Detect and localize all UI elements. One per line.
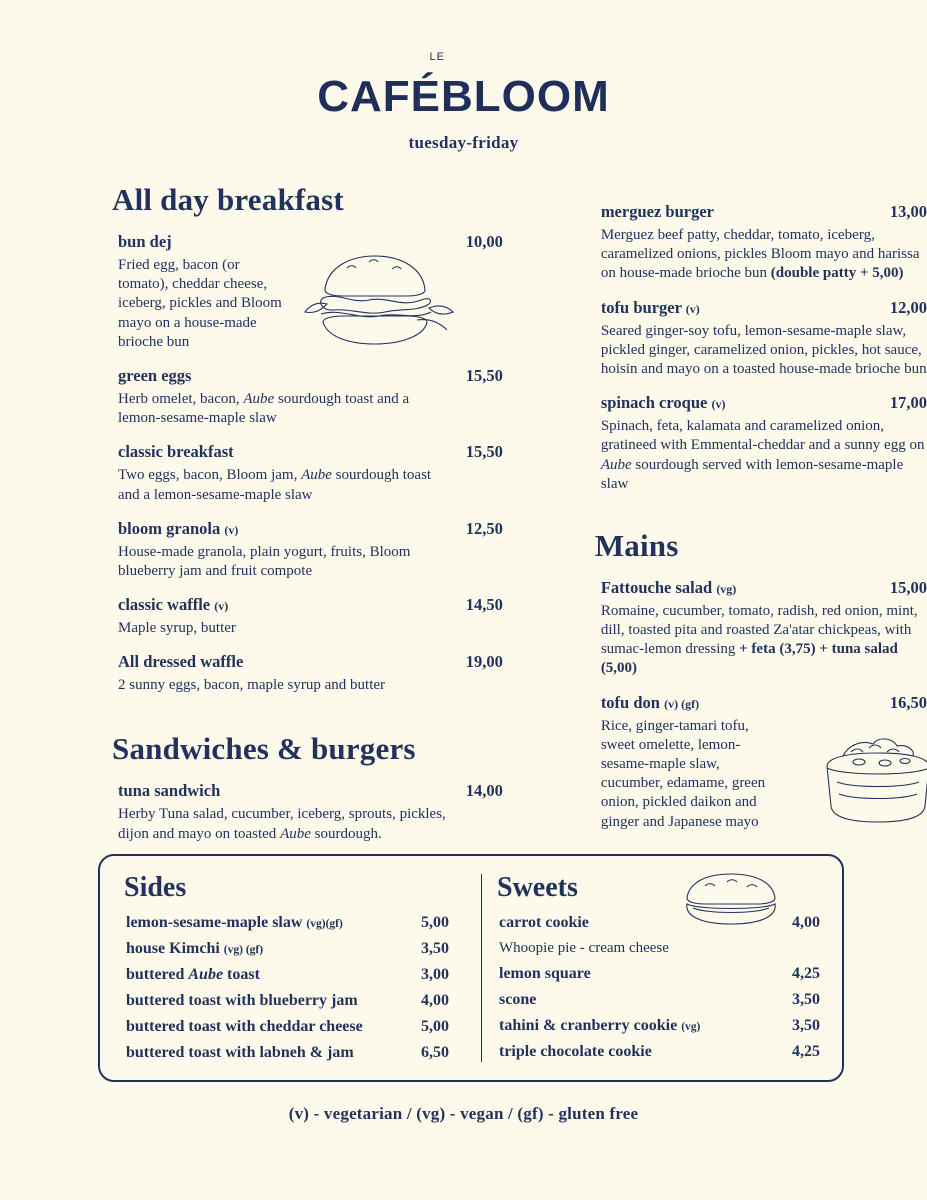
item-price: 14,00 bbox=[465, 781, 503, 801]
menu-columns bbox=[0, 182, 927, 854]
menu-item bbox=[595, 689, 927, 840]
item-name: buttered toast with labneh & jam bbox=[126, 1044, 354, 1061]
item-name: carrot cookie bbox=[499, 914, 589, 931]
menu-item bbox=[112, 591, 503, 646]
item-description: Seared ginger-soy tofu, lemon-sesame-maple slaw, pickled ginger, caramelized onion, pickles, hot sauce, hoisin and mayo on a toasted house-made brioche bun bbox=[600, 322, 927, 377]
list-item bbox=[497, 1013, 842, 1039]
list-item-sub bbox=[497, 936, 842, 961]
item-description: Herby Tuna salad, cucumber, iceberg, sprouts, pickles, dijon and mayo on toasted Aube sourdough. bbox=[118, 806, 446, 842]
item-name: classic breakfast bbox=[118, 442, 234, 462]
item-description: 2 sunny eggs, bacon, maple syrup and butter bbox=[118, 677, 386, 694]
item-name bbox=[601, 578, 747, 598]
item-diet-tag: (vg)(gf) bbox=[306, 918, 343, 930]
item-name: scone bbox=[499, 991, 537, 1008]
item-diet-tag: (v) bbox=[685, 301, 700, 316]
section-title-sandwiches: Sandwiches & burgers bbox=[112, 731, 416, 767]
sides-panel bbox=[100, 856, 471, 1080]
list-item bbox=[497, 961, 842, 987]
item-price: 14,50 bbox=[465, 595, 503, 615]
item-description: Merguez beef patty, cheddar, tomato, iceberg, caramelized onions, pickles Bloom mayo and harissa on house-made brioche bun (double patty + 5,00) bbox=[600, 227, 920, 282]
item-subtitle: Whoopie pie - cream cheese bbox=[499, 940, 669, 956]
list-item bbox=[497, 910, 842, 936]
menu-header bbox=[0, 0, 927, 153]
list-item bbox=[124, 936, 471, 962]
item-price: 12,00 bbox=[889, 297, 927, 317]
item-name: All dressed waffle bbox=[118, 652, 244, 672]
menu-item bbox=[595, 198, 927, 292]
item-name-text: tahini & cranberry cookie bbox=[499, 1017, 678, 1034]
item-header bbox=[595, 389, 927, 415]
item-price: 10,00 bbox=[465, 232, 503, 251]
brand-word-cafe: CAFÉ bbox=[317, 72, 441, 121]
item-description: Romaine, cucumber, tomato, radish, red onion, mint, dill, toasted pita and roasted Za'atar chickpeas, with sumac-lemon dressing + feta (3,75) + tuna salad (5,00) bbox=[600, 602, 918, 677]
item-price: 13,00 bbox=[889, 202, 927, 221]
section-title-sweets: Sweets bbox=[497, 872, 578, 903]
brand-tagline: tuesday-friday bbox=[408, 133, 519, 152]
menu-item bbox=[595, 294, 927, 388]
item-name-text: house Kimchi bbox=[126, 940, 220, 957]
item-header bbox=[595, 574, 927, 600]
item-name-text: bloom granola bbox=[118, 518, 221, 538]
item-price: 4,25 bbox=[792, 1043, 820, 1060]
list-item bbox=[124, 988, 471, 1014]
item-price: 15,50 bbox=[465, 365, 503, 385]
menu-item bbox=[112, 228, 503, 360]
item-name: lemon square bbox=[499, 965, 591, 982]
item-price: 19,00 bbox=[465, 652, 503, 672]
item-header bbox=[112, 648, 503, 674]
item-price: 16,50 bbox=[889, 692, 927, 712]
item-header bbox=[112, 228, 503, 254]
item-name bbox=[126, 914, 343, 932]
item-name: buttered Aube toast bbox=[126, 966, 260, 983]
section-title-mains: Mains bbox=[594, 527, 679, 563]
item-price: 3,50 bbox=[421, 940, 449, 957]
item-name-text: tofu burger bbox=[600, 297, 682, 317]
item-description: Rice, ginger-tamari tofu, sweet omelette, lemon-sesame-maple slaw, cucumber, edamame, green onion, pickled daikon and ginger and Japanese mayo bbox=[600, 717, 766, 830]
menu-item bbox=[112, 362, 503, 436]
item-name bbox=[601, 693, 709, 713]
item-name: merguez burger bbox=[600, 202, 714, 221]
menu-item bbox=[595, 574, 927, 687]
sweets-panel bbox=[471, 856, 842, 1080]
item-name bbox=[118, 519, 248, 539]
list-item bbox=[124, 1040, 471, 1066]
item-description: Fried egg, bacon (or tomato), cheddar cheese, iceberg, pickles and Bloom mayo on a house-made brioche bun bbox=[118, 257, 282, 350]
item-price: 6,50 bbox=[421, 1044, 449, 1061]
item-name: buttered toast with cheddar cheese bbox=[126, 1018, 363, 1035]
brand-word-bloom: BLOOM bbox=[441, 72, 610, 121]
item-description: Herb omelet, bacon, Aube sourdough toast and a lemon-sesame-maple slaw bbox=[118, 390, 410, 427]
item-price: 4,25 bbox=[792, 965, 820, 982]
item-name-text: lemon-sesame-maple slaw bbox=[126, 914, 303, 931]
item-price: 3,00 bbox=[421, 966, 449, 983]
item-price: 15,50 bbox=[465, 442, 503, 462]
legend-footer: (v) - vegetarian / (vg) - vegan / (gf) - gluten free bbox=[288, 1104, 639, 1123]
item-price: 17,00 bbox=[889, 393, 927, 413]
item-name bbox=[499, 1017, 700, 1035]
item-header bbox=[112, 777, 503, 803]
item-name bbox=[118, 595, 238, 615]
item-price: 12,50 bbox=[465, 518, 503, 538]
item-header bbox=[595, 689, 927, 715]
item-name: triple chocolate cookie bbox=[499, 1043, 652, 1060]
item-name bbox=[126, 940, 263, 958]
item-description: Two eggs, bacon, Bloom jam, Aube sourdough toast and a lemon-sesame-maple slaw bbox=[118, 467, 432, 503]
menu-column-right bbox=[595, 182, 927, 854]
item-header bbox=[112, 362, 503, 388]
item-header bbox=[112, 591, 503, 617]
item-price: 4,00 bbox=[792, 914, 820, 931]
item-price: 5,00 bbox=[421, 1018, 449, 1035]
item-header bbox=[595, 198, 927, 224]
section-title-sides: Sides bbox=[124, 872, 187, 903]
item-header bbox=[595, 294, 927, 320]
menu-item bbox=[112, 648, 503, 703]
item-name-text: Fattouche salad bbox=[600, 577, 713, 597]
item-name: green eggs bbox=[118, 365, 192, 385]
list-item bbox=[497, 987, 842, 1013]
item-name-text: spinach croque bbox=[600, 393, 708, 413]
item-description: Spinach, feta, kalamata and caramelized onion, gratineed with Emmental-cheddar and a sunny egg on Aube sourdough served with lemon-sesame-maple slaw bbox=[600, 418, 925, 492]
item-diet-tag: (vg) bbox=[681, 1021, 701, 1033]
item-name bbox=[601, 393, 736, 413]
item-price: 15,00 bbox=[889, 577, 927, 597]
item-price: 5,00 bbox=[421, 914, 449, 931]
list-item bbox=[124, 962, 471, 988]
brand-logo bbox=[317, 51, 610, 121]
brand-le: LE bbox=[429, 51, 445, 63]
item-name bbox=[601, 298, 710, 318]
sides-sweets-box bbox=[98, 854, 844, 1082]
item-price: 4,00 bbox=[421, 992, 449, 1009]
item-diet-tag: (v) bbox=[224, 522, 239, 537]
item-description: Maple syrup, butter bbox=[118, 620, 236, 637]
item-diet-tag: (v) bbox=[214, 599, 229, 614]
menu-item bbox=[112, 438, 503, 512]
item-name-text: classic waffle bbox=[118, 595, 211, 615]
item-name: bun dej bbox=[118, 232, 172, 251]
item-diet-tag: (v) (gf) bbox=[664, 696, 700, 711]
menu-column-left bbox=[112, 182, 503, 854]
item-name: buttered toast with blueberry jam bbox=[126, 992, 358, 1009]
item-diet-tag: (v) bbox=[711, 397, 726, 412]
item-name-text: tofu don bbox=[600, 692, 660, 712]
list-item bbox=[124, 910, 471, 936]
item-description: House-made granola, plain yogurt, fruits, Bloom blueberry jam and fruit compote bbox=[118, 543, 411, 579]
item-price: 3,50 bbox=[792, 991, 820, 1008]
section-title-breakfast: All day breakfast bbox=[112, 182, 344, 217]
menu-item bbox=[595, 389, 927, 502]
item-name: tuna sandwich bbox=[118, 781, 221, 801]
list-item bbox=[497, 1039, 842, 1065]
menu-item bbox=[112, 515, 503, 589]
item-diet-tag: (vg) bbox=[716, 581, 737, 596]
item-header bbox=[112, 515, 503, 541]
list-item bbox=[124, 1014, 471, 1040]
item-price: 3,50 bbox=[792, 1017, 820, 1034]
item-header bbox=[112, 438, 503, 464]
menu-item bbox=[112, 777, 503, 851]
item-diet-tag: (vg) (gf) bbox=[223, 944, 264, 956]
